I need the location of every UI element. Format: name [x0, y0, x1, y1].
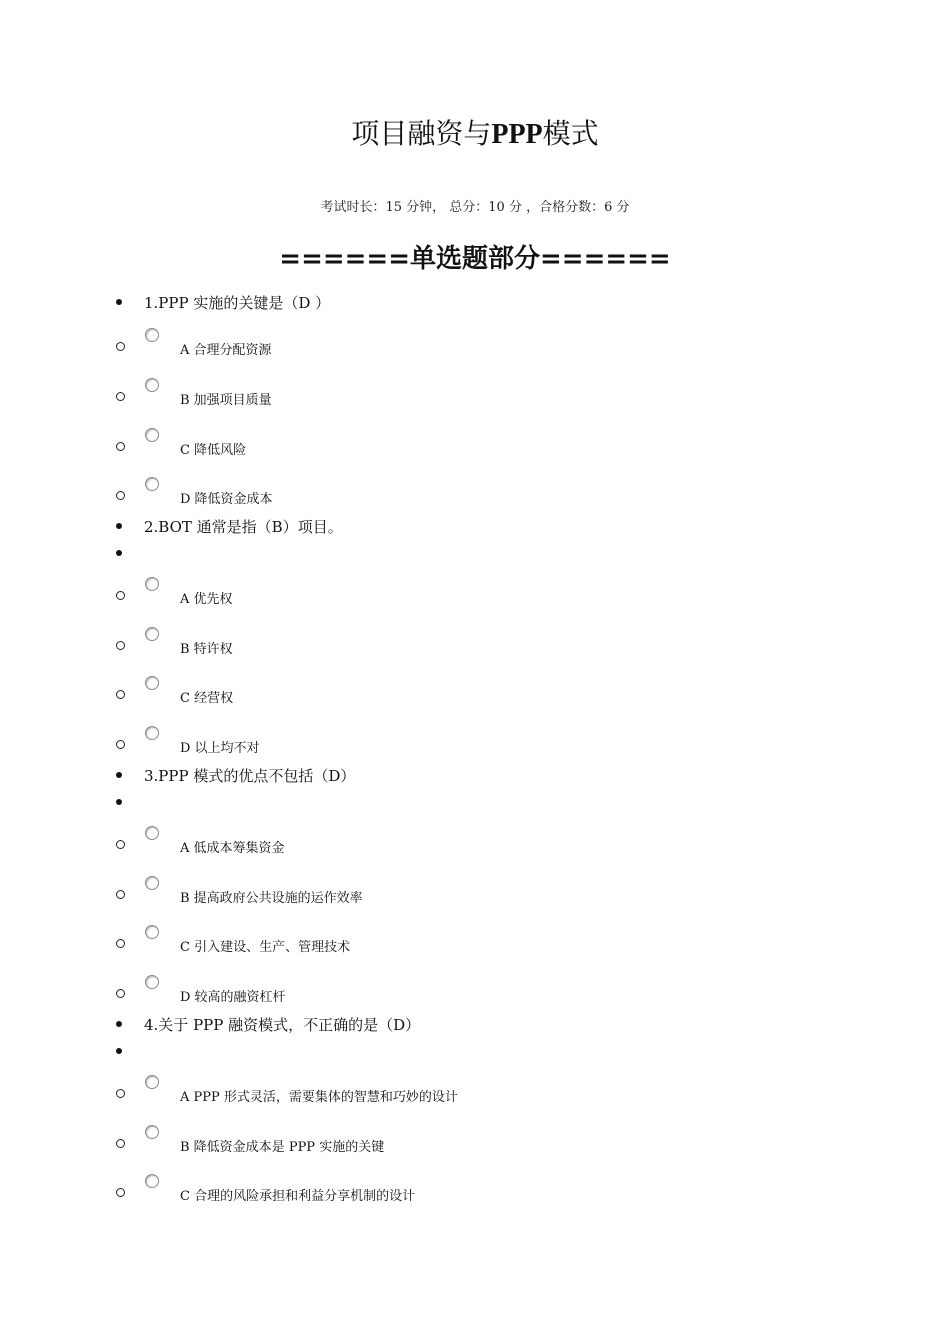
radio-q4-a[interactable] [145, 1075, 159, 1089]
empty-bullet [116, 799, 122, 805]
option-bullet [116, 392, 125, 401]
empty-bullet [116, 1048, 122, 1054]
option-q1-c: C 降低风险 [180, 443, 247, 458]
option-q4-a: A PPP 形式灵活，需要集体的智慧和巧妙的设计 [180, 1090, 458, 1105]
option-bullet [116, 442, 125, 451]
option-bullet [116, 342, 125, 351]
question-bullet [116, 523, 122, 529]
option-q2-b: B 特许权 [180, 642, 233, 657]
radio-q3-a[interactable] [145, 826, 159, 840]
option-q2-a: A 优先权 [180, 592, 233, 607]
option-bullet [116, 690, 125, 699]
option-bullet [116, 939, 125, 948]
radio-q3-d[interactable] [145, 975, 159, 989]
option-q3-b: B 提高政府公共设施的运作效率 [180, 891, 363, 906]
radio-q1-c[interactable] [145, 428, 159, 442]
title-part-3: 模式 [542, 117, 599, 150]
question-1-text: 1.PPP 实施的关键是（D ） [144, 294, 331, 312]
option-bullet [116, 641, 125, 650]
radio-q2-a[interactable] [145, 577, 159, 591]
exam-info: 考试时长：15 分钟， 总分：10 分 ，合格分数：6 分 [320, 200, 630, 215]
section-label: ======单选题部分====== [279, 244, 671, 274]
radio-q4-c[interactable] [145, 1174, 159, 1188]
option-bullet [116, 890, 125, 899]
radio-q1-b[interactable] [145, 378, 159, 392]
radio-q4-b[interactable] [145, 1125, 159, 1139]
question-3-text: 3.PPP 模式的优点不包括（D） [144, 767, 356, 785]
radio-q2-d[interactable] [145, 726, 159, 740]
radio-q2-c[interactable] [145, 676, 159, 690]
section-heading [0, 238, 950, 275]
option-bullet [116, 1139, 125, 1148]
question-2-text: 2.BOT 通常是指（B）项目。 [144, 518, 343, 536]
option-q3-a: A 低成本筹集资金 [180, 841, 285, 856]
radio-q3-c[interactable] [145, 925, 159, 939]
radio-q1-d[interactable] [145, 477, 159, 491]
option-bullet [116, 1188, 125, 1197]
question-bullet [116, 1021, 122, 1027]
option-bullet [116, 840, 125, 849]
radio-q2-b[interactable] [145, 627, 159, 641]
option-bullet [116, 591, 125, 600]
document-title [0, 112, 950, 152]
option-q3-d: D 较高的融资杠杆 [180, 990, 286, 1005]
question-4-text: 4.关于 PPP 融资模式，不正确的是（D） [144, 1016, 421, 1034]
option-bullet [116, 491, 125, 500]
radio-q3-b[interactable] [145, 876, 159, 890]
option-bullet [116, 740, 125, 749]
option-q4-b: B 降低资金成本是 PPP 实施的关键 [180, 1140, 385, 1155]
title-part-2: PPP [491, 119, 543, 150]
option-q1-a: A 合理分配资源 [180, 343, 272, 358]
question-bullet [116, 772, 122, 778]
option-q2-c: C 经营权 [180, 691, 234, 706]
option-q3-c: C 引入建设、生产、管理技术 [180, 940, 351, 955]
option-q2-d: D 以上均不对 [180, 741, 260, 756]
option-bullet [116, 989, 125, 998]
option-q1-d: D 降低资金成本 [180, 492, 273, 507]
radio-q1-a[interactable] [145, 328, 159, 342]
option-bullet [116, 1089, 125, 1098]
empty-bullet [116, 550, 122, 556]
title-part-1: 项目融资与 [351, 117, 492, 150]
option-q4-c: C 合理的风险承担和利益分享机制的设计 [180, 1189, 416, 1204]
question-bullet [116, 299, 122, 305]
option-q1-b: B 加强项目质量 [180, 393, 272, 408]
